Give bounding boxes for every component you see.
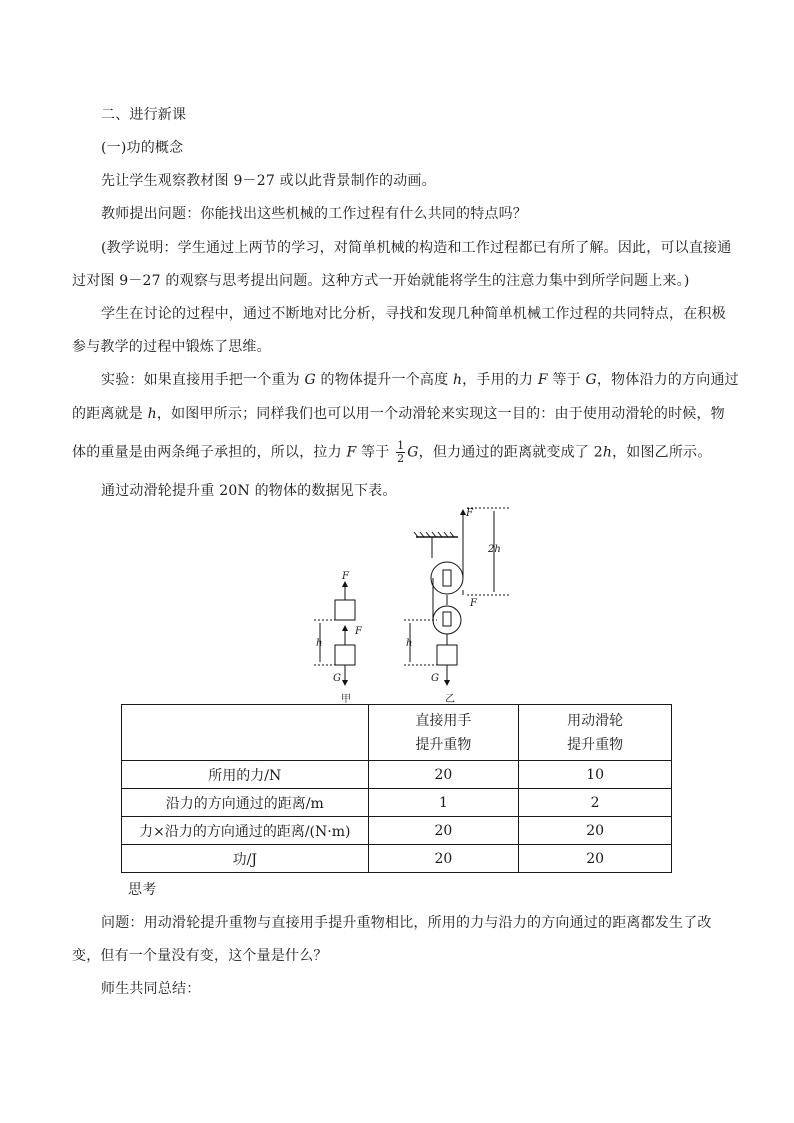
fixed-pulley — [431, 562, 463, 594]
question-line-2: 变，但有一个量没有变，这个量是什么？ — [72, 948, 328, 964]
pulley-figure — [300, 500, 530, 708]
fraction-denominator: 2 — [397, 452, 405, 465]
pulley-axle — [443, 570, 451, 586]
symbol-G: G — [407, 444, 419, 461]
cell-value: 20 — [519, 817, 672, 845]
experiment-line-3 — [72, 440, 711, 465]
text-span: 等于 — [547, 372, 586, 388]
discussion-line-2: 参与教学的过程中锻炼了思维。 — [72, 339, 271, 355]
movable-pulley — [433, 606, 461, 634]
text-span: ，手用的力 — [462, 372, 538, 388]
header-cell-direct — [368, 705, 519, 761]
header-text: 直接用手 — [415, 712, 472, 729]
fraction-numerator: 1 — [397, 439, 405, 452]
block-upper — [335, 600, 355, 620]
question-line-1: 问题：用动滑轮提升重物与直接用手提升重物相比，所用的力与沿力的方向通过的距离都发生了改 — [101, 915, 712, 931]
load-block — [437, 645, 457, 665]
section-heading: 二、进行新课 — [101, 107, 187, 123]
row-label: 沿力的方向通过的距离/m — [122, 789, 369, 817]
text-span: ，如图乙所示。 — [612, 444, 712, 461]
symbol-h: h — [452, 372, 463, 388]
header-text: 用动滑轮 — [567, 712, 624, 729]
cell-value: 20 — [368, 817, 519, 845]
table-intro: 通过动滑轮提升重 20N 的物体的数据见下表。 — [101, 483, 397, 499]
summary-line: 师生共同总结： — [101, 981, 201, 997]
caption-yi: 乙 — [445, 694, 455, 705]
data-table — [121, 704, 672, 873]
table-row — [122, 845, 672, 873]
table-row — [122, 761, 672, 789]
text-span: ，如图甲所示；同样我们也可以用一个动滑轮来实现这一目的：由于使用动滑轮的时候，物 — [156, 406, 725, 422]
row-label: 所用的力/N — [122, 761, 369, 789]
teaching-note-line-2: 过对图 9－27 的观察与思考提出问题。这种方式一开始就能将学生的注意力集中到所学问题上来。) — [72, 273, 690, 289]
header-text: 提升重物 — [415, 736, 472, 753]
force-label: F — [355, 626, 362, 637]
teacher-question: 教师提出问题：你能找出这些机械的工作过程有什么共同的特点吗？ — [101, 206, 527, 222]
distance-label: 2h — [488, 544, 501, 555]
force-label: F — [342, 571, 349, 582]
pulley-axle — [443, 612, 451, 626]
teaching-note-line-1: (教学说明：学生通过上两节的学习，对简单机械的构造和工作过程都已有所了解。因此，可以直接通 — [101, 240, 732, 256]
text-span: 体的重量是由两条绳子承担的，所以，拉力 — [72, 444, 347, 461]
symbol-F: F — [346, 444, 357, 461]
header-cell-pulley — [519, 705, 672, 761]
cell-value: 1 — [368, 789, 519, 817]
caption-jia: 甲 — [341, 694, 351, 705]
text-span: ，但力通过的距离就变成了 2 — [418, 444, 603, 461]
table-header-row — [122, 705, 672, 761]
row-label: 功/J — [122, 845, 369, 873]
cell-value: 10 — [519, 761, 672, 789]
figure-yi — [404, 508, 510, 683]
subsection-heading: (一)功的概念 — [101, 140, 184, 156]
header-cell-empty — [122, 705, 369, 761]
row-label: 力×沿力的方向通过的距离/(N·m) — [122, 817, 369, 845]
block-lower — [335, 645, 355, 665]
figure-jia — [314, 584, 355, 683]
symbol-G: G — [304, 372, 316, 388]
force-label: F — [466, 508, 473, 519]
experiment-line-2 — [72, 404, 725, 424]
experiment-line-1 — [101, 370, 739, 390]
symbol-h: h — [147, 406, 157, 422]
text-span: 等于 — [356, 444, 395, 461]
table-row — [122, 817, 672, 845]
think-label: 思考 — [128, 882, 157, 898]
text-span: 实验：如果直接用手把一个重为 — [101, 372, 305, 388]
fraction-one-half — [396, 440, 405, 465]
cell-value: 20 — [368, 845, 519, 873]
symbol-F: F — [537, 372, 548, 388]
force-label: F — [470, 598, 477, 609]
text-span: 的距离就是 — [72, 406, 148, 422]
gravity-label: G — [333, 673, 341, 684]
height-label: h — [316, 638, 323, 649]
symbol-h: h — [602, 444, 613, 461]
header-text: 提升重物 — [567, 736, 624, 753]
symbol-G: G — [585, 372, 597, 388]
discussion-line-1: 学生在讨论的过程中，通过不断地对比分析，寻找和发现几种简单机械工作过程的共同特点，在积极 — [101, 306, 726, 322]
gravity-label: G — [431, 673, 439, 684]
cell-value: 2 — [519, 789, 672, 817]
cell-value: 20 — [368, 761, 519, 789]
height-label: h — [406, 638, 413, 649]
text-span: 的物体提升一个高度 — [315, 372, 453, 388]
table-row — [122, 789, 672, 817]
cell-value: 20 — [519, 845, 672, 873]
paragraph-intro: 先让学生观察教材图 9－27 或以此背景制作的动画。 — [101, 173, 436, 189]
text-span: ，物体沿力的方向通过 — [596, 372, 739, 388]
